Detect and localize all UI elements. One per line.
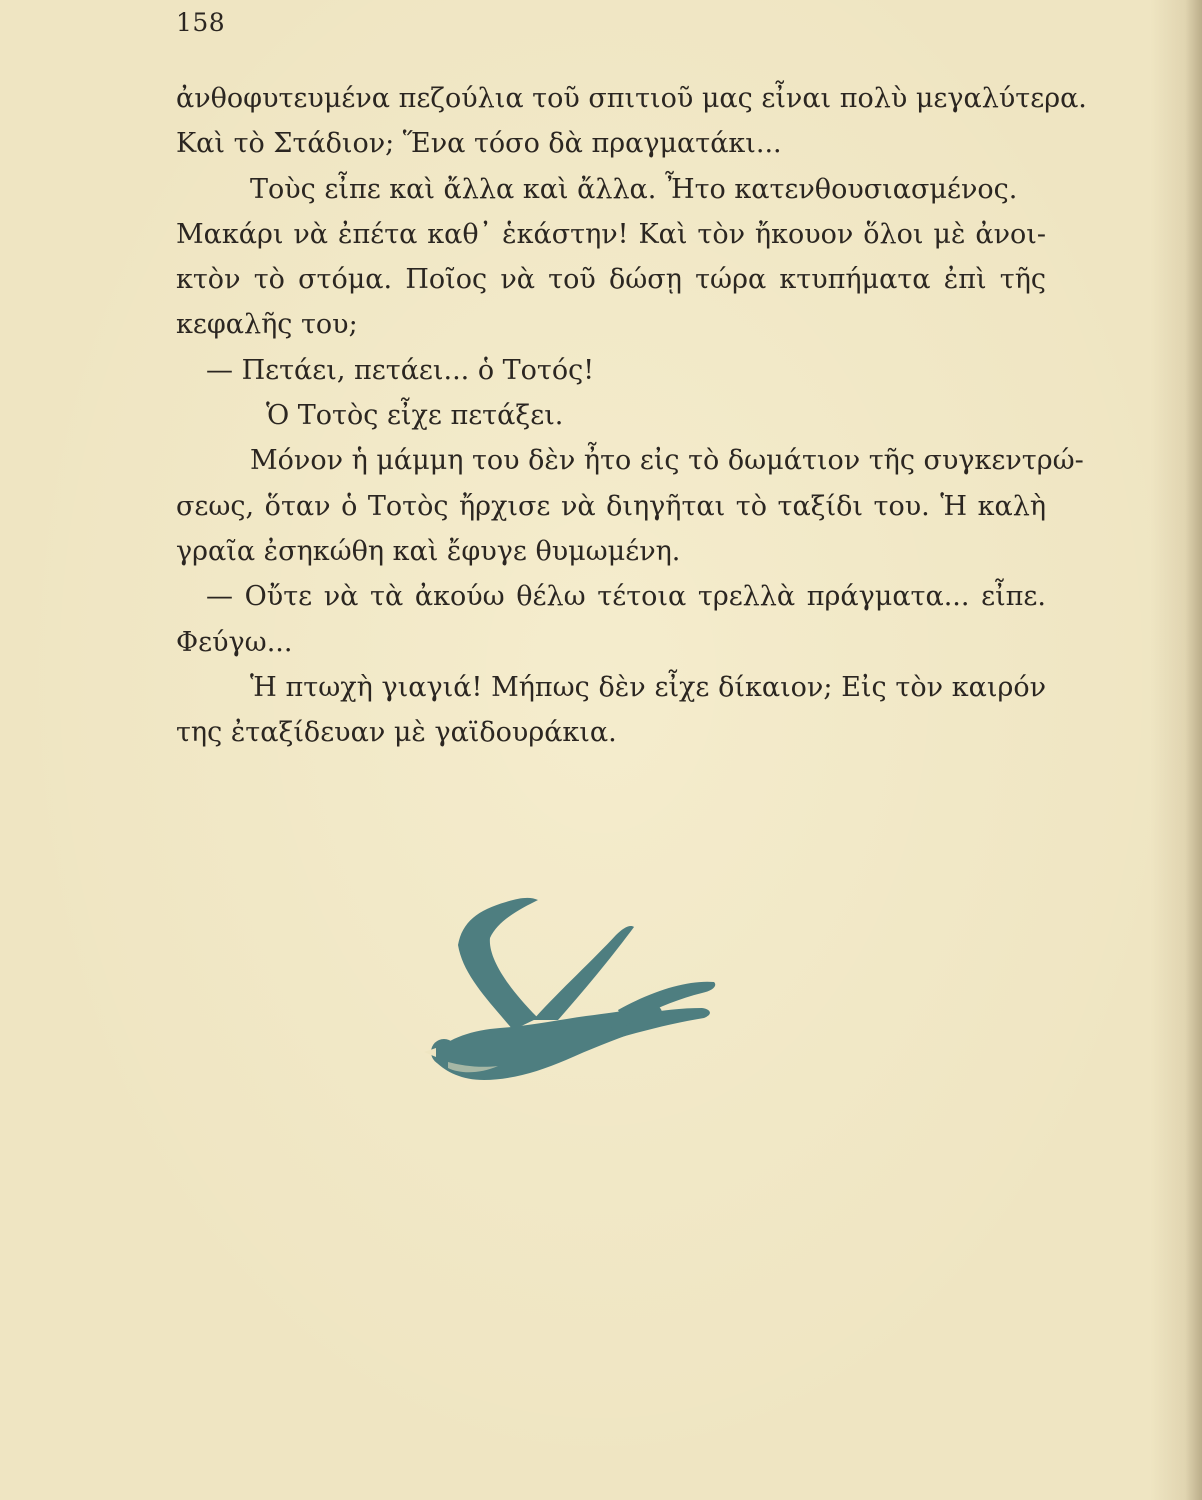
text-line: Τοὺς εἶπε καὶ ἄλλα καὶ ἄλλα. Ἦτο κατενθουσιασμένος. xyxy=(250,173,1018,205)
dialogue-line: — Πετάει, πετάει... ὁ Τοτός! xyxy=(206,354,595,386)
text-line: ἀνθοφυτευμένα πεζούλια τοῦ σπιτιοῦ μας εἶναι πολὺ μεγαλύτερα. xyxy=(176,83,1087,114)
text-line: Ὁ Τοτὸς εἶχε πετάξει. xyxy=(266,400,564,432)
text-line: Μόνον ἡ μάμμη του δὲν ἦτο εἰς τὸ δωμάτιον τῆς συγκεντρώ- xyxy=(250,445,1084,477)
dialogue-line: — Οὔτε νὰ τὰ ἀκούω θέλω τέτοια τρελλὰ πράγματα... εἶπε. xyxy=(206,581,1046,613)
page-number: 158 xyxy=(176,8,226,37)
text-line: σεως, ὅταν ὁ Τοτὸς ἤρχισε νὰ διηγῆται τὸ ταξίδι του. Ἡ καλὴ xyxy=(176,490,1046,522)
text-line: Φεύγω... xyxy=(176,626,293,658)
body-text xyxy=(176,76,1087,755)
text-line: Ἡ πτωχὴ γιαγιά! Μήπως δὲν εἶχε δίκαιον; Εἰς τὸν καιρόν xyxy=(250,671,1046,703)
text-line: Μακάρι νὰ ἐπέτα καθ᾽ ἑκάστην! Καὶ τὸν ἤκουον ὅλοι μὲ ἀνοι- xyxy=(176,218,1046,250)
text-line: κεφαλῆς του; xyxy=(176,309,358,341)
text-line: κτὸν τὸ στόμα. Ποῖος νὰ τοῦ δώσῃ τώρα κτυπήματα ἐπὶ τῆς xyxy=(176,264,1046,296)
text-line: της ἐταξίδευαν μὲ γαϊδουράκια. xyxy=(176,717,617,749)
swallow-icon xyxy=(418,880,720,1090)
text-line: Καὶ τὸ Στάδιον; Ἕνα τόσο δὰ πραγματάκι... xyxy=(176,128,782,160)
text-line: γραῖα ἐσηκώθη καὶ ἔφυγε θυμωμένη. xyxy=(176,535,681,567)
